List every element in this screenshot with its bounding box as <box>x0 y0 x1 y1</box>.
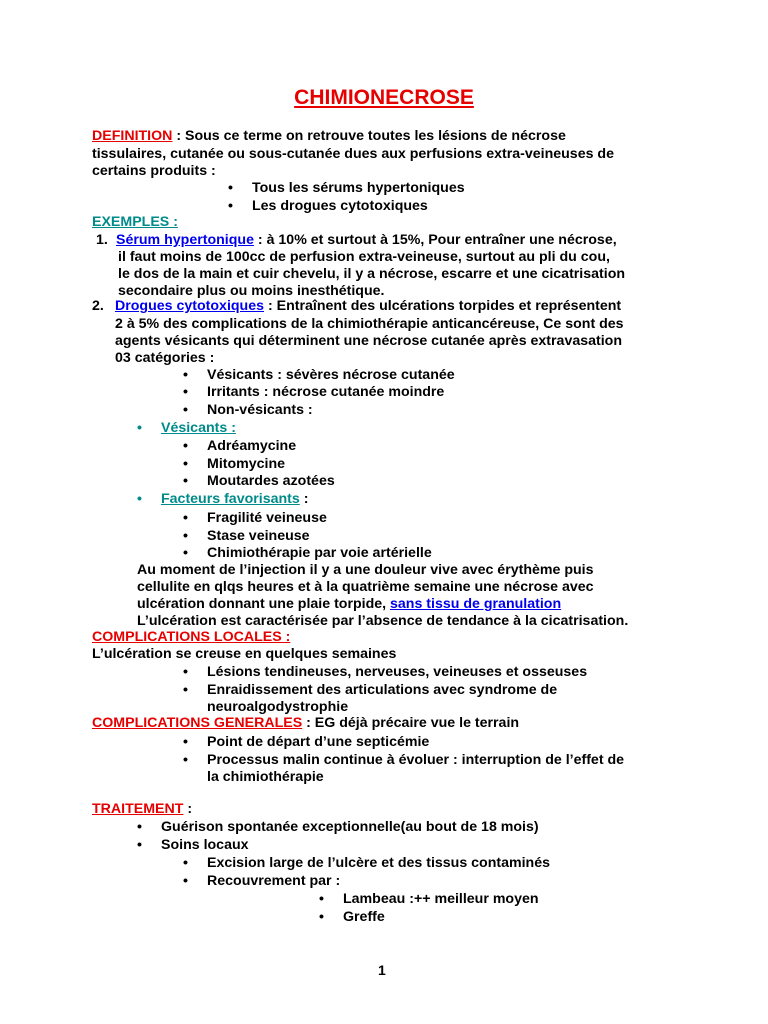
facteurs-paragraph-2: cellulite en qlqs heures et à la quatrième semaine une nécrose avec <box>137 579 594 595</box>
serum-hypertonique-link[interactable]: Sérum hypertonique <box>116 232 254 248</box>
exemple-1-line-1: 1. Sérum hypertonique : à 10% et surtout à 15%, Pour entraîner une nécrose, <box>96 232 617 248</box>
list-item: • Adréamycine <box>183 438 297 454</box>
definition-line-1: DEFINITION : Sous ce terme on retrouve toutes les lésions de nécrose <box>92 128 566 144</box>
bullet-icon: • <box>137 837 142 853</box>
bullet-icon: • <box>183 473 188 489</box>
bullet-icon: • <box>183 734 188 750</box>
list-item: • Guérison spontanée exceptionnelle(au bout de 18 mois) <box>137 819 539 835</box>
bullet-icon: • <box>183 855 188 871</box>
list-item-continuation: la chimiothérapie <box>207 769 324 785</box>
list-item: • Irritants : nécrose cutanée moindre <box>183 384 445 400</box>
complications-locales-intro: L’ulcération se creuse en quelques semaines <box>92 646 397 662</box>
list-item: • Vésicants : sévères nécrose cutanée <box>183 367 455 383</box>
bullet-icon: • <box>183 402 188 418</box>
list-item: • Enraidissement des articulations avec syndrome de <box>183 682 558 698</box>
bullet-icon: • <box>183 752 188 768</box>
exemple-2-line-2: 2 à 5% des complications de la chimiothérapie anticancéreuse, Ce sont des <box>115 316 624 332</box>
bullet-icon: • <box>183 384 188 400</box>
bullet-icon: • <box>183 545 188 561</box>
list-item: • Lésions tendineuses, nerveuses, veineuses et osseuses <box>183 664 588 680</box>
traitement-heading: TRAITEMENT <box>92 801 184 817</box>
list-item: • Processus malin continue à évoluer : interruption de l’effet de <box>183 752 625 768</box>
definition-line-3: certains produits : <box>92 163 216 179</box>
facteurs-paragraph-3: ulcération donnant une plaie torpide, sans tissu de granulation <box>137 596 562 612</box>
bullet-icon: • <box>319 891 324 907</box>
definition-text: Sous ce terme on retrouve toutes les lésions de nécrose <box>185 128 566 144</box>
exemple-2-line-1: 2. Drogues cytotoxiques : Entraînent des ulcérations torpides et représentent <box>92 298 622 314</box>
list-item: • Chimiothérapie par voie artérielle <box>183 545 432 561</box>
bullet-icon: • <box>183 682 188 698</box>
bullet-icon: • <box>183 510 188 526</box>
list-item: • Moutardes azotées <box>183 473 335 489</box>
bullet-icon: • <box>228 198 233 214</box>
facteurs-heading-line: • Facteurs favorisants : <box>137 491 309 507</box>
bullet-icon: • <box>183 438 188 454</box>
list-item: • Mitomycine <box>183 456 286 472</box>
vesicants-heading-line <box>137 420 236 437</box>
definition-heading: DEFINITION <box>92 128 173 144</box>
exemple-1-line-3: le dos de la main et cuir chevelu, il y a nécrose, escarre et une cicatrisation <box>118 266 626 282</box>
list-item: • Greffe <box>319 909 385 925</box>
bullet-icon: • <box>183 664 188 680</box>
definition-line-2: tissulaires, cutanée ou sous-cutanée dues aux perfusions extra-veineuses de <box>92 146 614 162</box>
facteurs-heading: Facteurs favorisants <box>161 491 300 507</box>
facteurs-paragraph-4: L’ulcération est caractérisée par l’absence de tendance à la cicatrisation. <box>137 613 629 629</box>
list-item-continuation: neuroalgodystrophie <box>207 699 349 715</box>
exemple-1-line-2: il faut moins de 100cc de perfusion extra-veineuse, surtout au pli du cou, <box>118 249 610 265</box>
page-title: CHIMIONECROSE <box>294 86 474 109</box>
bullet-icon: • <box>183 528 188 544</box>
list-item: • Recouvrement par : <box>183 873 341 889</box>
drogues-cytotoxiques-link[interactable]: Drogues cytotoxiques <box>115 298 264 314</box>
list-item: • Stase veineuse <box>183 528 310 544</box>
bullet-icon: • <box>137 819 142 835</box>
bullet-icon: • <box>319 909 324 925</box>
sans-tissu-link[interactable]: sans tissu de granulation <box>390 596 562 612</box>
bullet-icon: • <box>137 420 142 436</box>
complications-generales-line: COMPLICATIONS GENERALES : EG déjà précaire vue le terrain <box>92 715 520 731</box>
list-item: • Point de départ d’une septicémie <box>183 734 430 750</box>
list-item: • Fragilité veineuse <box>183 510 327 526</box>
bullet-icon: • <box>137 491 142 507</box>
bullet-icon: • <box>183 873 188 889</box>
exemple-2-line-3: agents vésicants qui déterminent une nécrose cutanée après extravasation <box>115 333 623 349</box>
list-item: • Les drogues cytotoxiques <box>228 198 428 214</box>
traitement-heading-line: TRAITEMENT : <box>92 801 193 817</box>
list-item: • Tous les sérums hypertoniques <box>228 180 465 196</box>
list-item: • Lambeau :++ meilleur moyen <box>319 891 539 907</box>
page-number: 1 <box>378 962 386 978</box>
exemples-heading: EXEMPLES : <box>92 214 178 230</box>
bullet-icon: • <box>183 367 188 383</box>
vesicants-heading: Vésicants : <box>161 420 236 436</box>
bullet-icon: • <box>228 180 233 196</box>
list-item: • Soins locaux <box>137 837 249 853</box>
facteurs-paragraph-1: Au moment de l’injection il y a une douleur vive avec érythème puis <box>137 562 594 578</box>
list-item: • Excision large de l’ulcère et des tissus contaminés <box>183 855 551 871</box>
list-item: • Non-vésicants : <box>183 402 313 418</box>
exemple-1-line-4: secondaire plus ou moins inesthétique. <box>118 283 385 299</box>
complications-locales-heading: COMPLICATIONS LOCALES : <box>92 629 291 645</box>
complications-generales-heading: COMPLICATIONS GENERALES <box>92 715 303 731</box>
exemple-2-line-4: 03 catégories : <box>115 350 215 366</box>
bullet-icon: • <box>183 456 188 472</box>
